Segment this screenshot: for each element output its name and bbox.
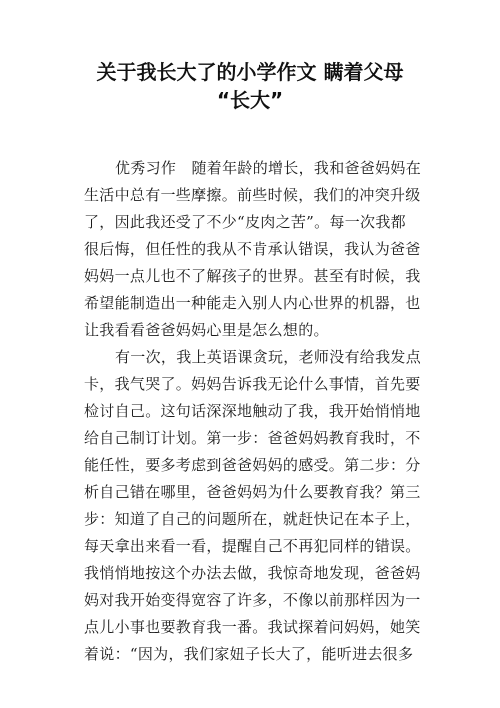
body-text-line: 卡，我气哭了。妈妈告诉我无论什么事情，首先要: [84, 375, 421, 393]
body-text-line: 希望能制造出一种能走入别人内心世界的机器，也: [84, 294, 421, 312]
body-text-line: 着说：“因为，我们家妞子长大了，能听进去很多: [84, 645, 414, 663]
body-text-line: 生活中总有一些摩擦。前些时候，我们的冲突升级: [84, 186, 421, 204]
body-text-line: 检讨自己。这句话深深地触动了我，我开始悄悄地: [84, 402, 421, 420]
body-text-line: 妈对我开始变得宽容了许多，不像以前那样因为一: [84, 591, 421, 609]
article-title: [0, 58, 500, 114]
body-text-line: 每天拿出来看一看，提醒自己不再犯同样的错误。: [84, 537, 421, 555]
body-text-line: 给自己制订计划。第一步：爸爸妈妈教育我时，不: [84, 429, 421, 447]
body-text-line: 让我看看爸爸妈妈心里是怎么想的。: [84, 321, 329, 339]
body-text-line: 能任性，要多考虑到爸爸妈妈的感受。第二步：分: [84, 456, 421, 474]
body-text-line: 我悄悄地按这个办法去做，我惊奇地发现，爸爸妈: [84, 564, 421, 582]
title-line-1: 关于我长大了的小学作文 瞒着父母: [96, 60, 404, 84]
body-text-line: 有一次，我上英语课贪玩，老师没有给我发点: [115, 348, 422, 366]
body-text-line: 析自己错在哪里，爸爸妈妈为什么要教育我？第三: [84, 483, 421, 501]
article-body: [84, 155, 424, 668]
body-text-line: 妈妈一点儿也不了解孩子的世界。甚至有时候，我: [84, 267, 421, 285]
title-line-2: “长大”: [216, 88, 284, 112]
body-text-line: 点儿小事也要教育我一番。我试探着问妈妈，她笑: [84, 618, 421, 636]
body-text-line: 步：知道了自己的问题所在，就赶快记在本子上，: [84, 510, 421, 528]
body-text-line: 优秀习作 随着年龄的增长，我和爸爸妈妈在: [115, 159, 422, 177]
body-text-line: 很后悔，但任性的我从不肯承认错误，我认为爸爸: [84, 240, 421, 258]
body-text-line: 了，因此我还受了不少“皮肉之苦”。每一次我都: [84, 213, 406, 231]
